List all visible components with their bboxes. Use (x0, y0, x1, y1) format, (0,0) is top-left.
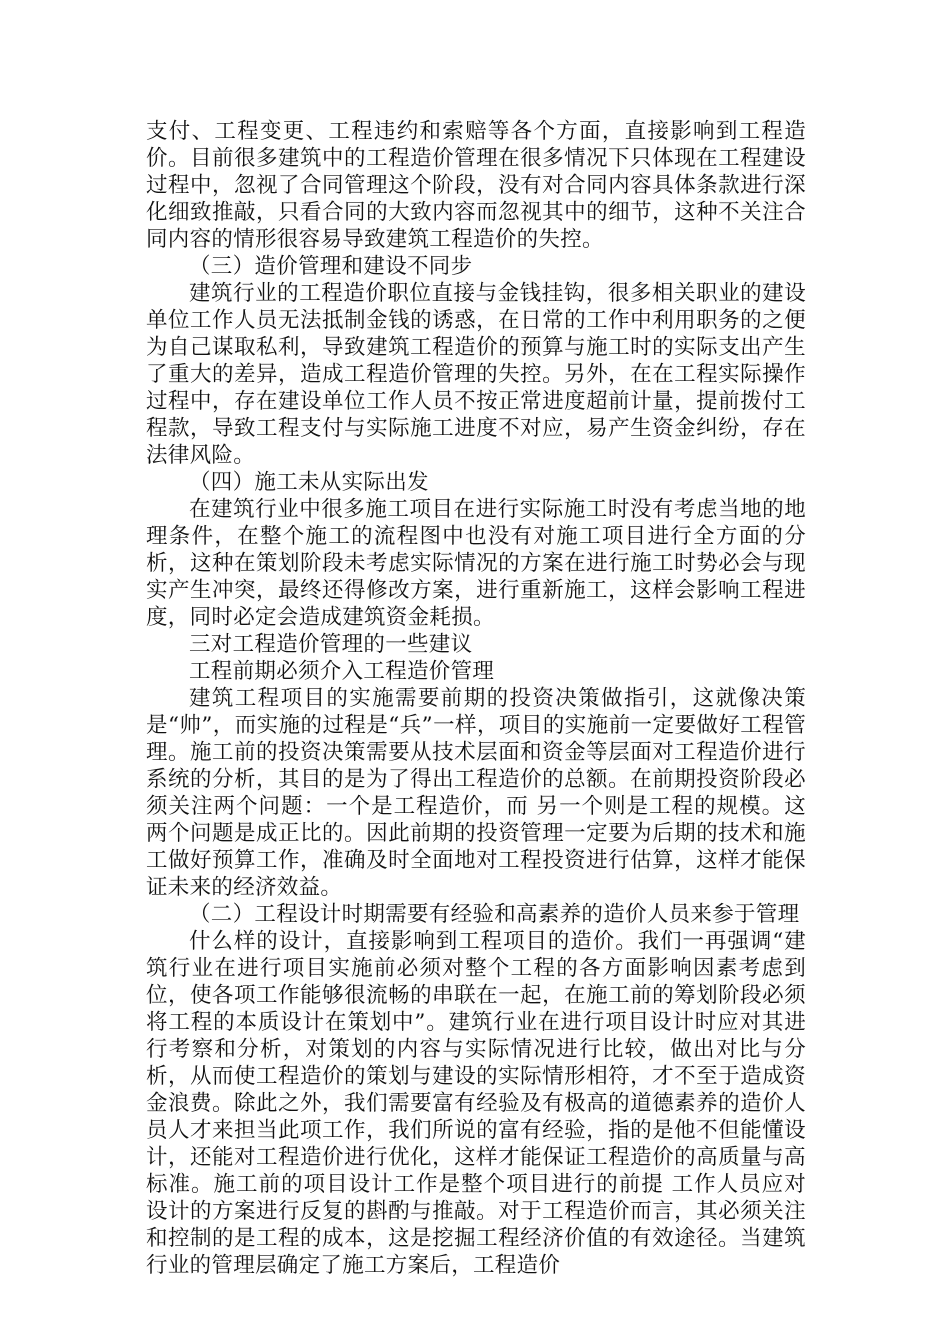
section-heading-early-stage: 工程前期必须介入工程造价管理 (189, 659, 495, 684)
chapter-heading-suggestions: 三对工程造价管理的一些建议 (189, 632, 473, 657)
section-heading-4: （四）施工未从实际出发 (189, 470, 429, 495)
paragraph-cost-position: 建筑行业的工程造价职位直接与金钱挂钩，很多相关职业的建设单位工作人员无法抵制金钱的诱惑，在日常的工作中利用职务的之便为自己谋取私利，导致建筑工程造价的预算与施工时的实际支出产生了重大的差异，造成工程造价管理的失控。另外，在在工程实际操作过程中，存在建设单位工作人员不按正常进度超前计量，提前拨付工程款，导致工程支付与实际施工进度不对应，易产生资金纠纷，存在法律风险。 (146, 281, 806, 468)
paragraph-design-stage: 什么样的设计，直接影响到工程项目的造价。我们一再强调“建筑行业在进行项目实施前必须对整个工程的各方面影响因素考虑到位，使各项工作能够很流畅的串联在一起，在施工前的筹划阶段必须将工程的本质设计在策划中”。建筑行业在进行项目设计时应对其进行考察和分析，对策划的内容与实际情况进行比较，做出对比与分析，从而使工程造价的策划与建设的实际情形相符，才不至于造成资金浪费。除此之外，我们需要富有经验及有极高的道德素养的造价人员人才来担当此项工作，我们所说的富有经验，指的是他不但能懂设计，还能对工程造价进行优化，这样才能保证工程造价的高质量与高标准。施工前的项目设计工作是整个项目进行的前提 工作人员应对设计的方案进行反复的斟酌与推敲。对于工程造价而言，其必须关注和控制的是工程的成本，这是挖掘工程经济价值的有效途径。当建筑行业的管理层确定了施工方案后，工程造价 (146, 929, 806, 1278)
paragraph-contract-management: 支付、工程变更、工程违约和索赔等各个方面，直接影响到工程造价。目前很多建筑中的工程造价管理在很多情况下只体现在工程建设过程中，忽视了合同管理这个阶段，没有对合同内容具体条款进行深化细致推敲，只看合同的大致内容而忽视其中的细节，这种不关注合同内容的情形很容易导致建筑工程造价的失控。 (146, 119, 806, 252)
section-heading-3: （三）造价管理和建设不同步 (189, 254, 473, 279)
document-body (146, 118, 806, 1279)
section-heading-2: （二）工程设计时期需要有经验和高素养的造价人员来参于管理 (189, 902, 800, 927)
paragraph-investment-decision: 建筑工程项目的实施需要前期的投资决策做指引，这就像决策是“帅”，而实施的过程是“兵”一样，项目的实施前一定要做好工程管理。施工前的投资决策需要从技术层面和资金等层面对工程造价进行系统的分析，其目的是为了得出工程造价的总额。在前期投资阶段必须关注两个问题：一个是工程造价，而 另一个则是工程的规模。这两个问题是成正比的。因此前期的投资管理一定要为后期的技术和施工做好预算工作，准确及时全面地对工程投资进行估算，这样才能保证未来的经济效益。 (146, 686, 806, 900)
paragraph-site-conditions: 在建筑行业中很多施工项目在进行实际施工时没有考虑当地的地理条件，在整个施工的流程图中也没有对施工项目进行全方面的分析，这种在策划阶段未考虑实际情况的方案在进行施工时势必会与现实产生冲突，最终还得修改方案，进行重新施工，这样会影响工程进度，同时必定会造成建筑资金耗损。 (146, 497, 806, 630)
